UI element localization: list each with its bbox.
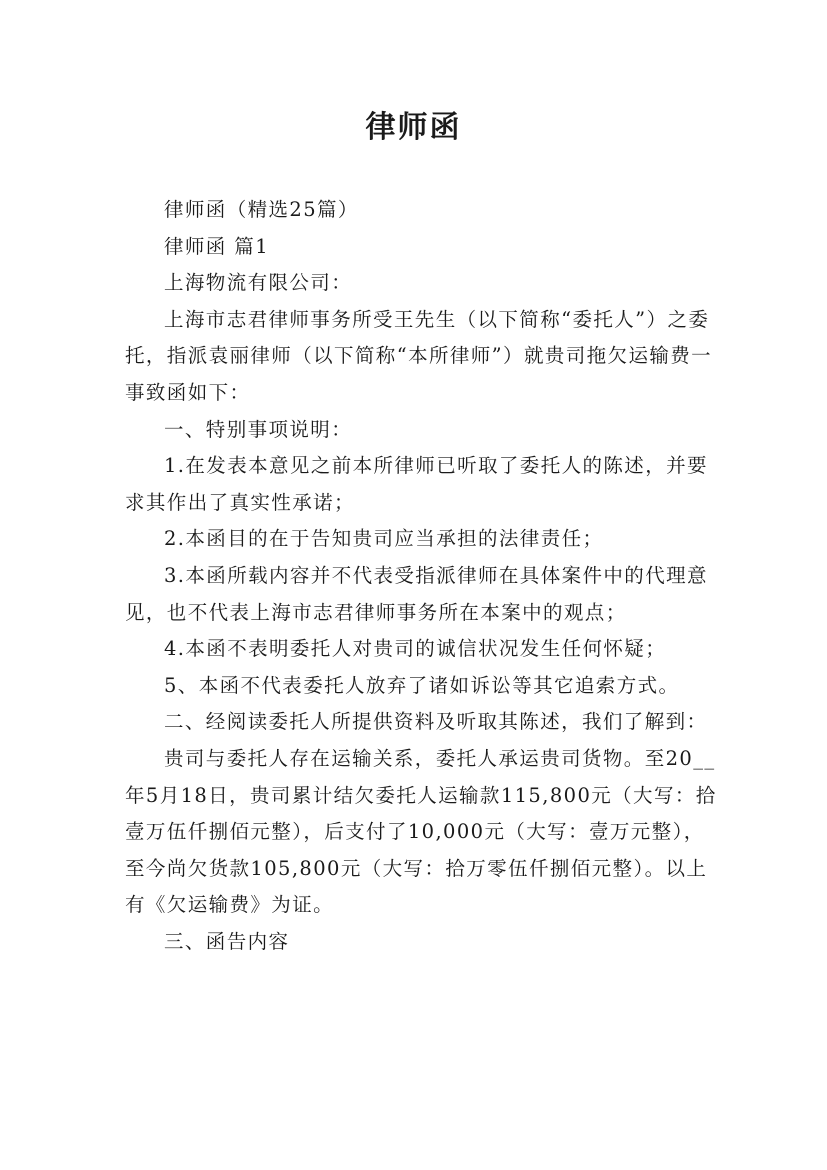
paragraph-subtitle: 律师函（精选25篇） (164, 198, 359, 221)
document-title: 律师函 (365, 110, 462, 145)
paragraph-heading-three: 三、函告内容 (164, 929, 290, 953)
paragraph-item-3: 3.本函所载内容并不代表受指派律师在具体案件中的代理意见，也不代表上海市志君律师事务所在本案中的观点； (125, 563, 708, 624)
paragraph-item-4: 4.本函不表明委托人对贵司的诚信状况发生任何怀疑； (164, 637, 667, 661)
paragraph-heading-one: 一、特别事项说明： (164, 417, 353, 441)
paragraph-intro: 上海市志君律师事务所受王先生（以下简称“委托人”）之委托，指派袁丽律师（以下简称“本所律师”）就贵司拖欠运输费一事致函如下： (125, 307, 713, 404)
paragraph-item-1: 1.在发表本意见之前本所律师已听取了委托人的陈述，并要求其作出了真实性承诺； (125, 454, 708, 514)
paragraph-addressee: 上海物流有限公司： (164, 271, 353, 295)
paragraph-heading-two: 二、经阅读委托人所提供资料及听取其陈述，我们了解到： (164, 710, 708, 734)
paragraph-item-5: 5、本函不代表委托人放弃了诸如诉讼等其它追索方式。 (164, 673, 680, 697)
paragraph-facts: 贵司与委托人存在运输关系，委托人承运贵司货物。至20__年5月18日，贵司累计结欠委托人运输款115,800元（大写：拾壹万伍仟捌佰元整），后支付了10,000元（大写：壹万元整），至今尚欠货款105,800元（大写：拾万零伍仟捌佰元整）。以上有《欠运输费》为证。 (125, 746, 717, 917)
document-body (125, 192, 717, 960)
paragraph-item-2: 2.本函目的在于告知贵司应当承担的法律责任； (164, 527, 604, 551)
paragraph-section-heading: 律师函 篇1 (164, 234, 270, 258)
